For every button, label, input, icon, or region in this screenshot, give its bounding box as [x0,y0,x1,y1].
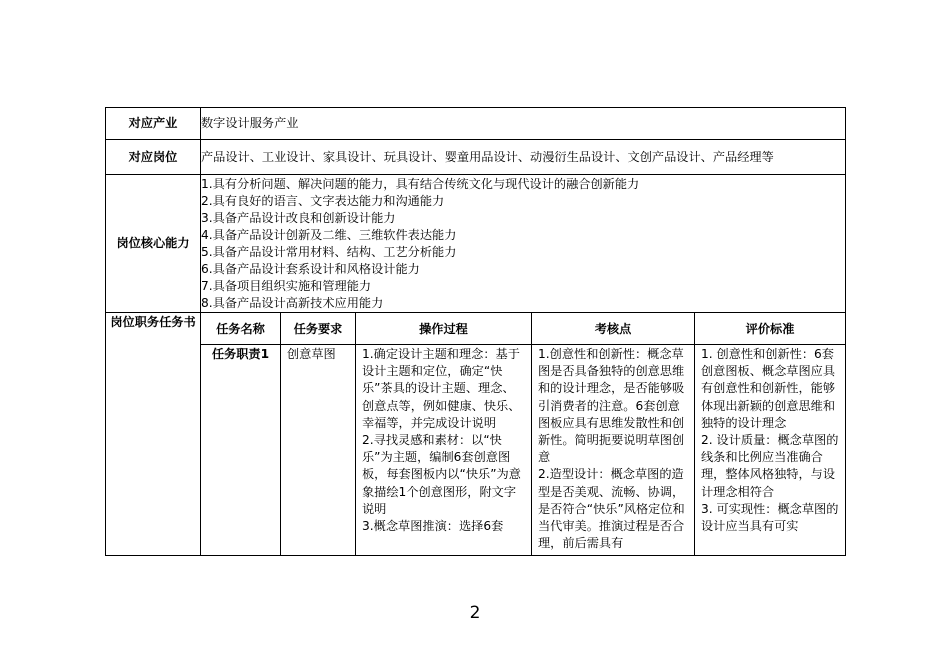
task-requirement: 创意草图 [281,345,356,556]
col-criteria: 评价标准 [695,313,846,345]
ability-list [201,175,846,313]
procedure-cell [356,345,532,556]
position-row [106,140,846,175]
procedure-step: 1.确定设计主题和理念：基于设计主题和定位，确定“快乐”茶具的设计主题、理念、创意点等，例如健康、快乐、幸福等，并完成设计说明 [362,347,521,430]
ability-item: 4.具备产品设计创新及二维、三维软件表达能力 [201,227,457,242]
page-number: 2 [469,603,481,623]
assessment-point: 2.造型设计：概念草图的造型是否美观、流畅、协调，是否符合“快乐”风格定位和当代审美。推演过程是否合理，前后需具有 [538,467,685,551]
task-header-row [106,313,846,345]
col-procedure: 操作过程 [356,313,532,345]
duty-label: 岗位职务任务书 [106,313,201,556]
position-label: 对应岗位 [106,140,201,175]
ability-item: 7.具备项目组织实施和管理能力 [201,278,372,293]
ability-item: 6.具备产品设计套系设计和风格设计能力 [201,261,420,276]
criteria-item: 3. 可实现性：概念草图的设计应当具有可实 [701,501,839,534]
assessment-point: 1.创意性和创新性：概念草图是否具备独特的创意思维和的设计理念，是否能够吸引消费者的注意。6套创意图板应具有思维发散性和创新性。简明扼要说明草图创意 [538,347,685,465]
ability-row [106,175,846,313]
ability-item: 2.具有良好的语言、文字表达能力和沟通能力 [201,193,445,208]
criteria-item: 1. 创意性和创新性：6套创意图板、概念草图应具有创意性和创新性，能够体现出新颖的创意思维和独特的设计理念 [701,347,836,430]
col-task-requirement: 任务要求 [281,313,356,345]
job-task-table [105,107,846,556]
ability-label: 岗位核心能力 [106,175,201,313]
task-row-1 [106,345,846,556]
ability-item: 1.具有分析问题、解决问题的能力，具有结合传统文化与现代设计的融合创新能力 [201,176,640,191]
position-value: 产品设计、工业设计、家具设计、玩具设计、婴童用品设计、动漫衍生品设计、文创产品设计、产品经理等 [201,140,846,175]
procedure-step: 3.概念草图推演：选择6套 [362,519,504,534]
industry-label: 对应产业 [106,108,201,140]
criteria-item: 2. 设计质量：概念草图的线条和比例应当准确合理，整体风格独特，与设计理念相符合 [701,433,839,499]
ability-item: 3.具备产品设计改良和创新设计能力 [201,210,396,225]
industry-value: 数字设计服务产业 [201,108,846,140]
task-name: 任务职责1 [201,345,281,556]
procedure-step: 2.寻找灵感和素材：以“快乐”为主题，编制6套创意图板，每套图板内以“快乐”为意象描绘1个创意图形，附文字说明 [362,433,521,516]
assessment-cell [532,345,695,556]
col-assessment: 考核点 [532,313,695,345]
col-task-name: 任务名称 [201,313,281,345]
ability-item: 8.具备产品设计高新技术应用能力 [201,295,384,310]
ability-item: 5.具备产品设计常用材料、结构、工艺分析能力 [201,244,457,259]
criteria-cell [695,345,846,556]
industry-row [106,108,846,140]
